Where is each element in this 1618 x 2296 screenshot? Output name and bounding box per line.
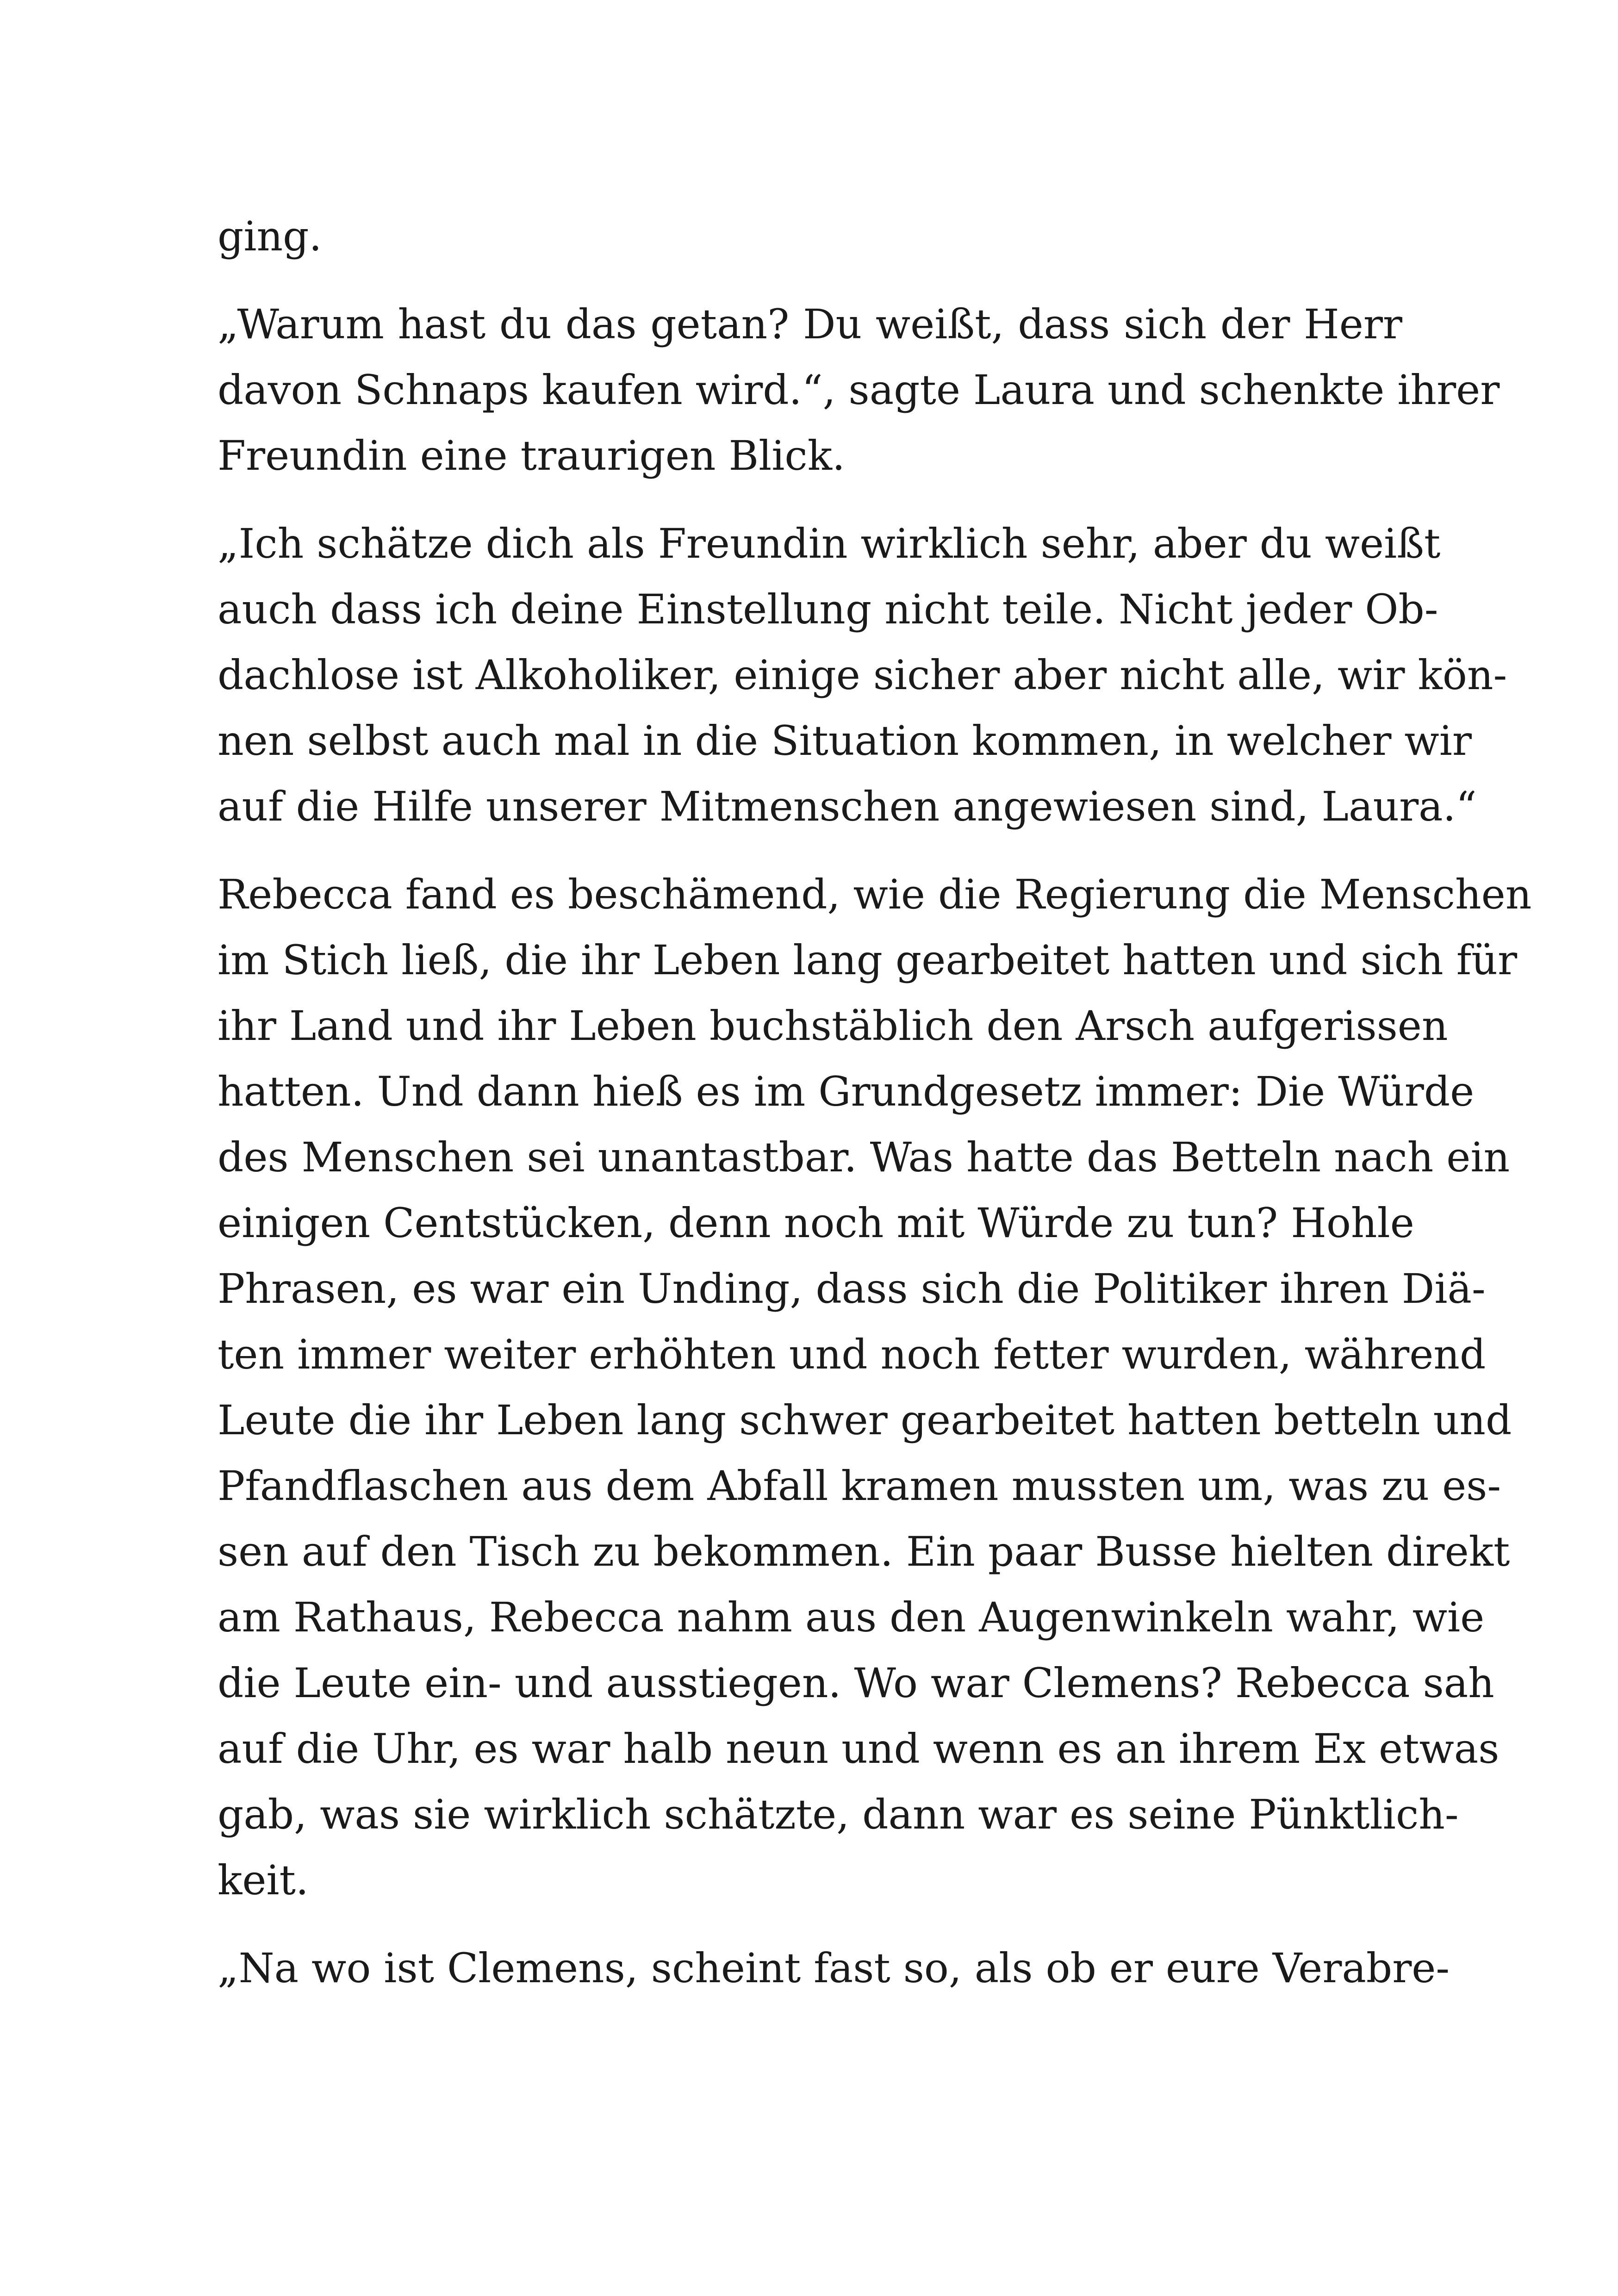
paragraph-5 [218, 1935, 1450, 2001]
paragraph-3 [218, 511, 1507, 840]
body-text [218, 204, 1532, 2023]
text-line: im Stich ließ, die ihr Leben lang gearbeitet hatten und sich für [218, 936, 1518, 984]
text-line: ging. [218, 212, 322, 260]
text-line: davon Schnaps kaufen wird.“, sagte Laura und schenkte ihrer [218, 366, 1500, 414]
text-line: ihr Land und ihr Leben buchstäblich den Arsch aufgerissen [218, 1002, 1448, 1050]
text-line: sen auf den Tisch zu bekommen. Ein paar Busse hielten direkt [218, 1528, 1510, 1575]
text-line: die Leute ein- und ausstiegen. Wo war Clemens? Rebecca sah [218, 1659, 1494, 1707]
text-line: auf die Hilfe unserer Mitmenschen angewiesen sind, Laura.“ [218, 783, 1477, 830]
text-line: Rebecca fand es beschämend, wie die Regierung die Menschen [218, 871, 1532, 918]
paragraph-2 [218, 292, 1500, 489]
text-line: dachlose ist Alkoholiker, einige sicher aber nicht alle, wir kön- [218, 651, 1507, 699]
paragraph-1 [218, 204, 1402, 269]
text-line: Pfandflaschen aus dem Abfall kramen mussten um, was zu es- [218, 1462, 1501, 1510]
text-line: „Ich schätze dich als Freundin wirklich sehr, aber du weißt [218, 520, 1441, 567]
text-line: nen selbst auch mal in die Situation kommen, in welcher wir [218, 717, 1472, 765]
text-line: am Rathaus, Rebecca nahm aus den Augenwinkeln wahr, wie [218, 1593, 1485, 1641]
text-line: hatten. Und dann hieß es im Grundgesetz immer: Die Würde [218, 1068, 1475, 1115]
paragraph-4 [218, 862, 1532, 1913]
text-line: des Menschen sei unantastbar. Was hatte das Betteln nach ein [218, 1133, 1510, 1181]
text-line: auch dass ich deine Einstellung nicht teile. Nicht jeder Ob- [218, 585, 1438, 633]
text-line: „Na wo ist Clemens, scheint fast so, als ob er eure Verabre- [218, 1944, 1450, 1992]
text-line: Freundin eine traurigen Blick. [218, 432, 846, 479]
text-line: einigen Centstücken, denn noch mit Würde zu tun? Hohle [218, 1199, 1414, 1247]
text-line: auf die Uhr, es war halb neun und wenn es an ihrem Ex etwas [218, 1725, 1500, 1773]
text-line: Leute die ihr Leben lang schwer gearbeitet hatten betteln und [218, 1396, 1512, 1444]
text-line: ten immer weiter erhöhten und noch fetter wurden, während [218, 1331, 1486, 1378]
text-line: keit. [218, 1856, 309, 1904]
text-line: „Warum hast du das getan? Du weißt, dass sich der Herr [218, 300, 1402, 348]
text-line: Phrasen, es war ein Unding, dass sich die Politiker ihren Diä- [218, 1265, 1486, 1313]
text-line: gab, was sie wirklich schätzte, dann war es seine Pünktlich- [218, 1791, 1459, 1838]
